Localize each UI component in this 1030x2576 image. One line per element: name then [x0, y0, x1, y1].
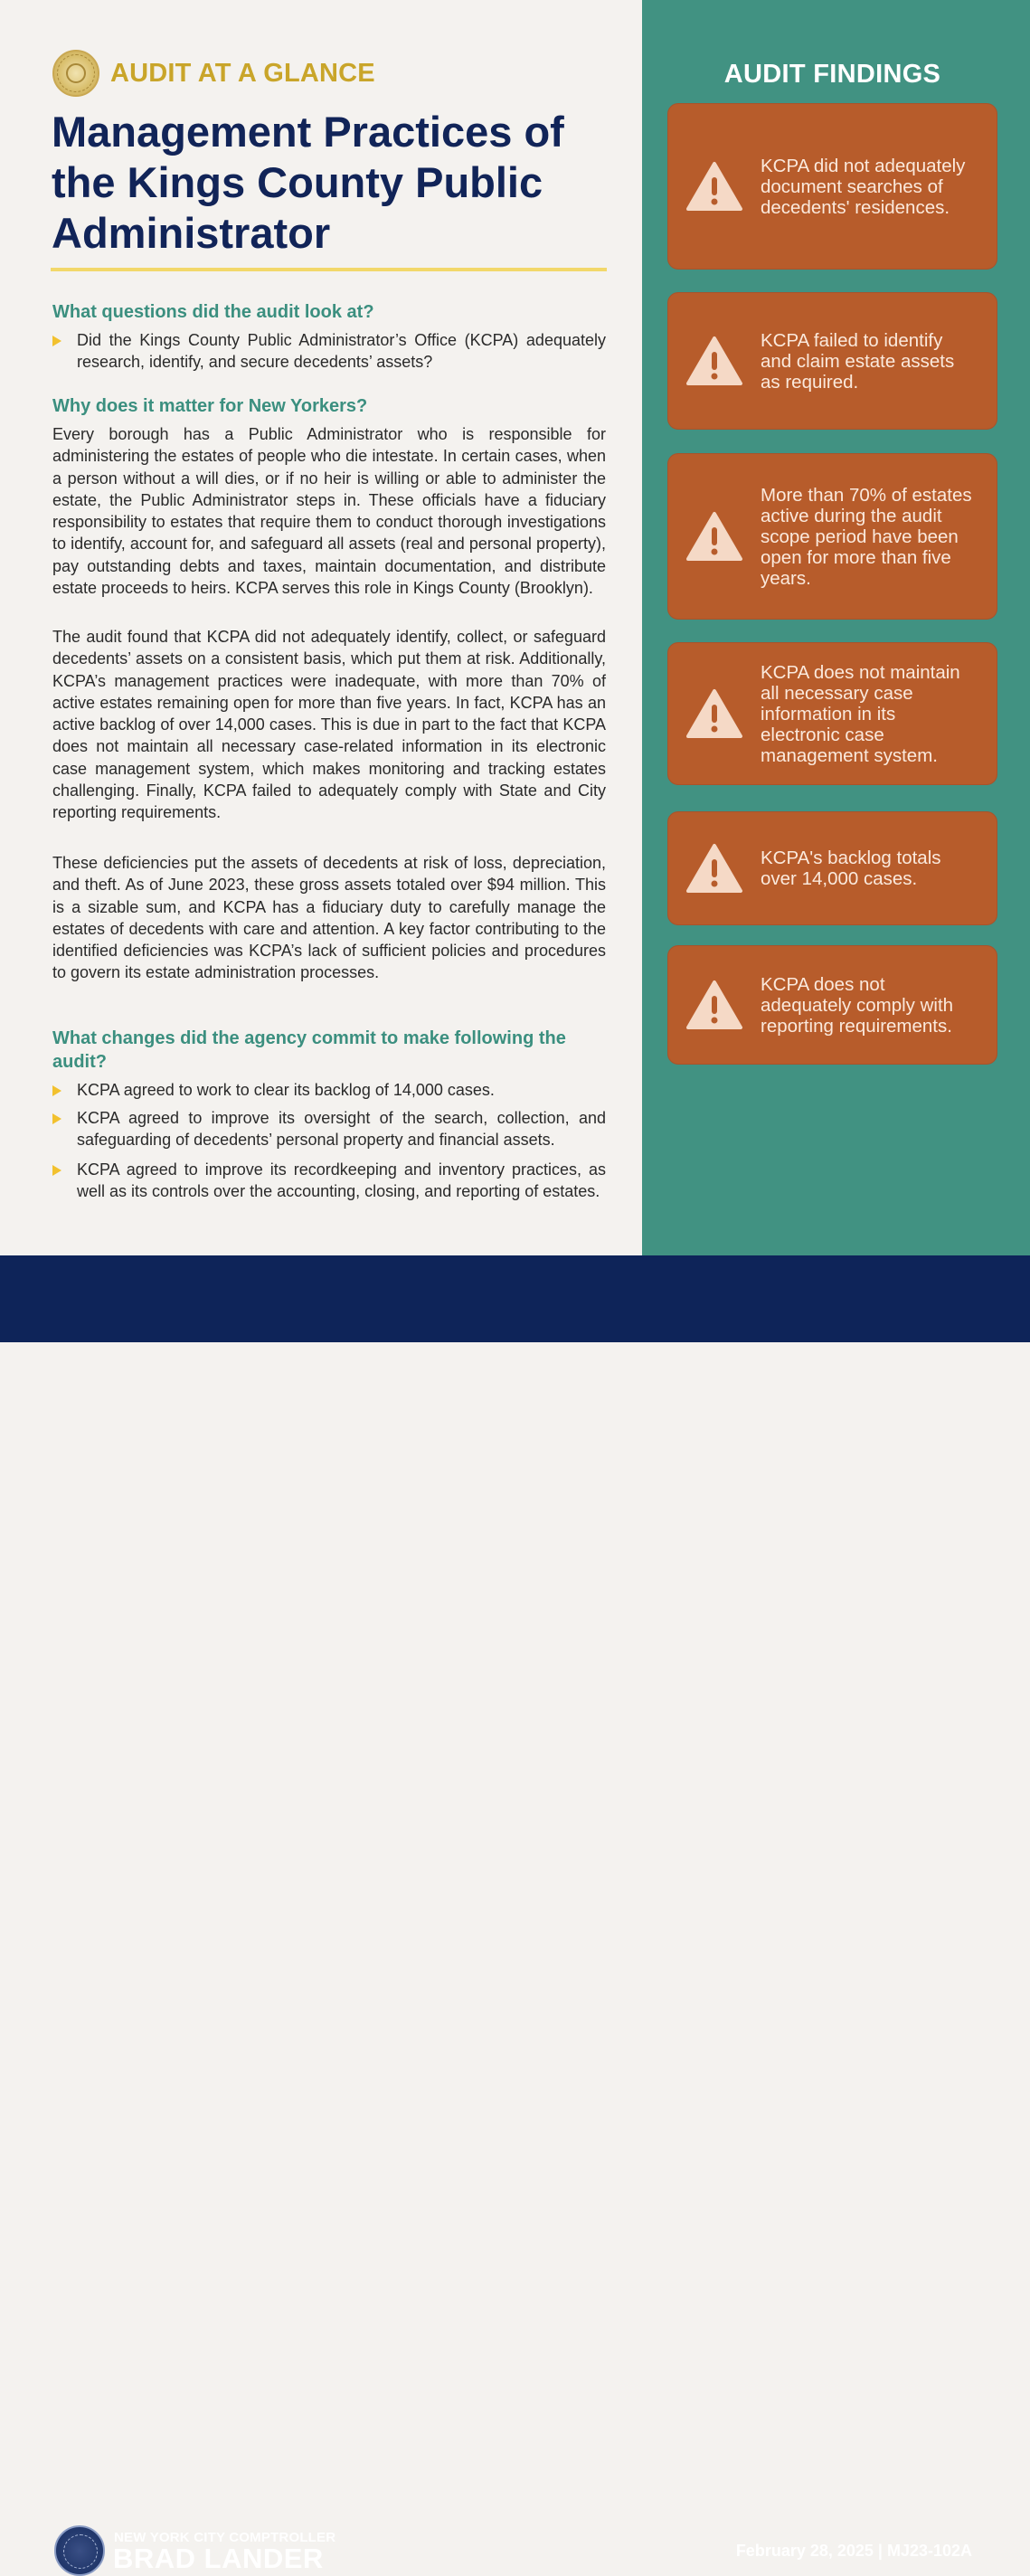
warning-icon [685, 511, 743, 562]
kicker [52, 49, 375, 98]
bullet-arrow-icon [52, 1079, 77, 1101]
finding-card [667, 811, 997, 925]
section-heading-matter: Why does it matter for New Yorkers? [52, 396, 368, 416]
finding-card [667, 642, 997, 785]
finding-card [667, 292, 997, 430]
footer-date-reference: February 28, 2025 | MJ23-102A [735, 2542, 972, 2560]
footer-office: NEW YORK CITY COMPTROLLER [114, 2530, 336, 2545]
warning-icon [685, 688, 743, 739]
finding-card [667, 945, 997, 1065]
finding-text: KCPA did not adequately document searches of decedents' residences. [761, 155, 966, 218]
title-divider [51, 268, 607, 271]
finding-text: KCPA failed to identify and claim estate assets as required. [761, 329, 955, 393]
city-seal-icon [52, 50, 99, 97]
kicker-label: AUDIT AT A GLANCE [110, 58, 375, 88]
bullet-arrow-icon [52, 1159, 77, 1202]
bullet-arrow-icon [52, 329, 77, 373]
finding-card [667, 453, 997, 620]
list-item: Did the Kings County Public Administrator’s Office (KCPA) adequately research, identify, and secure decedents’ assets? [52, 329, 606, 373]
page-title: Management Practices of the Kings County Public Administrator [52, 108, 564, 257]
finding-text: KCPA does not adequately comply with reporting requirements. [761, 973, 954, 1037]
warning-icon [685, 980, 743, 1030]
section-heading-questions: What questions did the audit look at? [52, 302, 374, 322]
paragraph: Every borough has a Public Administrator who is responsible for administering the estates of people who die intestate. In certain cases, when a person without a will dies, or if no heir is willing or able to administer the estate, the Public Administrator steps in. These officials have a fiduciary responsibility to estates that require them to conduct thorough investigations to identify, account for, and safeguard all assets (real and personal property), pay outstanding debts and taxes, maintain documentation, and distribute estate proceeds to heirs. KCPA serves this role in Kings County (Brooklyn). [52, 425, 606, 598]
paragraph: The audit found that KCPA did not adequately identify, collect, or safeguard decedents’ assets on a consistent basis, which put them at risk. Additionally, KCPA’s management practices were inadequate, with more than 70% of active estates remaining open for more than five years. In fact, KCPA has an active backlog of over 14,000 cases. This is due in part to the fact that KCPA does not maintain all necessary case-related information in its electronic case management system, which makes monitoring and tracking estates challenging. Finally, KCPA failed to adequately comply with State and City reporting requirements. [52, 628, 606, 822]
list-item: KCPA agreed to work to clear its backlog of 14,000 cases. [52, 1079, 606, 1101]
finding-card [667, 103, 997, 270]
warning-icon [685, 336, 743, 386]
paragraph: These deficiencies put the assets of decedents at risk of loss, depreciation, and theft. As of June 2023, these gross assets totaled over $94 million. This is a sizable sum, and KCPA has a fiduciary duty to carefully manage the estates of decedents with care and attention. A key factor contributing to the identified deficiencies was KCPA’s lack of sufficient policies and procedures to govern its estate administration processes. [52, 854, 606, 982]
list-item: KCPA agreed to improve its recordkeeping and inventory practices, as well as its controls over the accounting, closing, and reporting of estates. [52, 1159, 606, 1202]
finding-text: KCPA does not maintain all necessary case information in its electronic case management system. [761, 661, 960, 766]
bullet-arrow-icon [52, 1107, 77, 1151]
warning-icon [685, 161, 743, 212]
findings-title: AUDIT FINDINGS [723, 60, 941, 89]
finding-text: KCPA's backlog totals over 14,000 cases. [761, 848, 941, 889]
section-heading-changes: What changes did the agency commit to make following the audit? [52, 1028, 566, 1072]
comptroller-seal-icon [54, 2525, 105, 2576]
finding-text: More than 70% of estates active during the audit scope period have been open for more than five years. [761, 484, 972, 589]
list-item: KCPA agreed to improve its oversight of the search, collection, and safeguarding of decedents’ personal property and financial assets. [52, 1107, 606, 1151]
footer [0, 1255, 1030, 2574]
footer-name: BRAD LANDER [113, 2543, 324, 2574]
warning-icon [685, 843, 743, 894]
